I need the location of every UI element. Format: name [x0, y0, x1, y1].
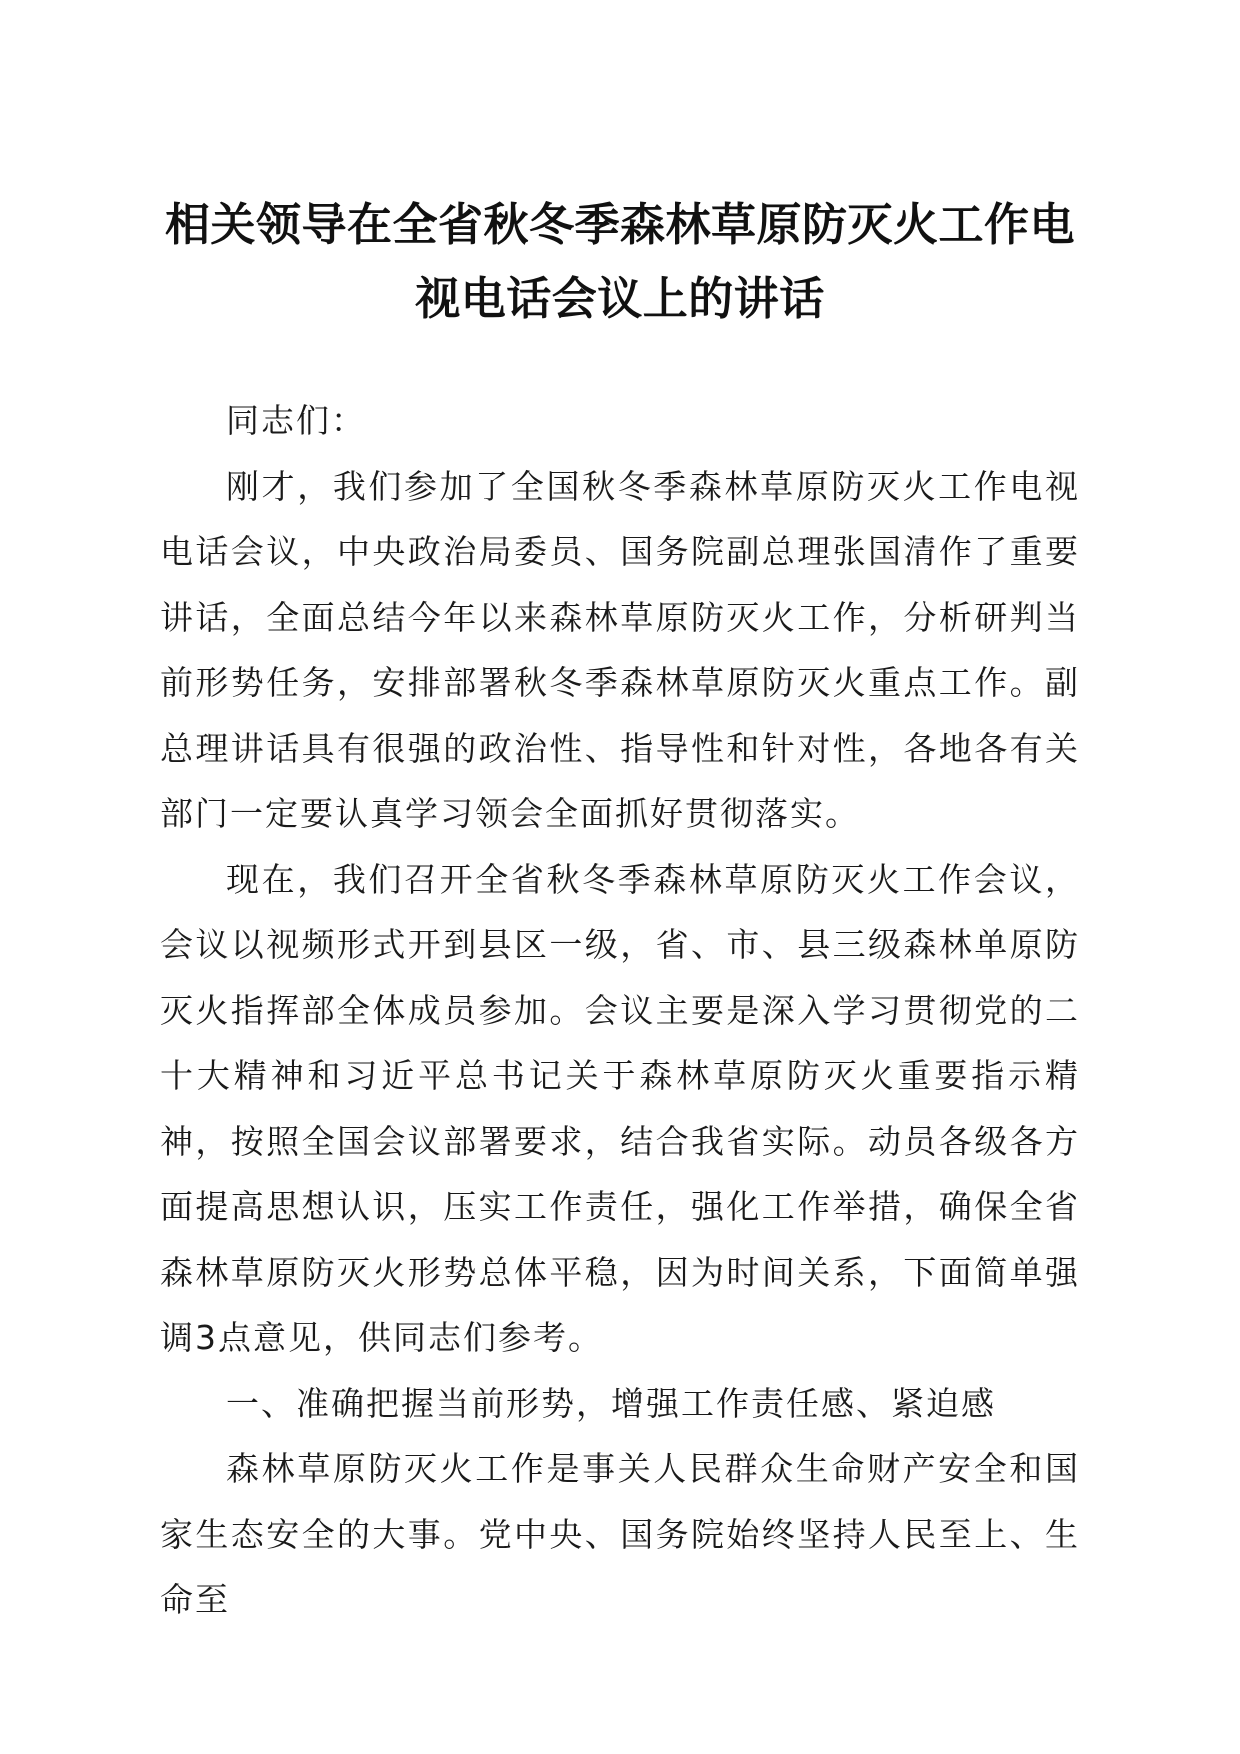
paragraph-2: 现在，我们召开全省秋冬季森林草原防灭火工作会议，会议以视频形式开到县区一级，省、市、县三级森林单原防灭火指挥部全体成员参加。会议主要是深入学习贯彻党的二十大精神和习近平总书记关于森林草原防灭火重要指示精神，按照全国会议部署要求，结合我省实际。动员各级各方面提高思想认识，压实工作责任，强化工作举措，确保全省森林草原防灭火形势总体平稳，因为时间关系，下面简单强调3点意见，供同志们参考。: [160, 859, 1080, 1357]
paragraph-1: 刚才，我们参加了全国秋冬季森林草原防灭火工作电视电话会议，中央政治局委员、国务院副总理张国清作了重要讲话，全面总结今年以来森林草原防灭火工作，分析研判当前形势任务，安排部署秋冬季森林草原防灭火重点工作。副总理讲话具有很强的政治性、指导性和针对性，各地各有关部门一定要认真学习领会全面抓好贯彻落实。: [160, 466, 1080, 833]
section-heading-1: 一、准确把握当前形势，增强工作责任感、紧迫感: [226, 1383, 996, 1423]
document-body: [160, 388, 1080, 1633]
document-title: 相关领导在全省秋冬季森林草原防灭火工作电视电话会议上的讲话: [164, 198, 1075, 325]
paragraph-3: 森林草原防灭火工作是事关人民群众生命财产安全和国家生态安全的大事。党中央、国务院始终坚持人民至上、生命至: [160, 1449, 1080, 1619]
salutation: 同志们：: [226, 401, 366, 440]
